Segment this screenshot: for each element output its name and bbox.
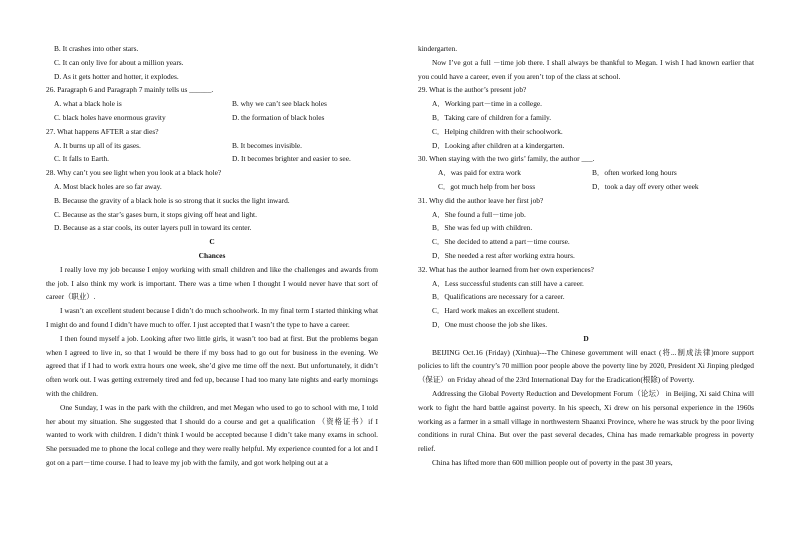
option-a: A．She found a full－time job. xyxy=(432,209,526,219)
question-31: 31. Why did the author leave her first job? xyxy=(418,195,544,205)
option-c: C．Hard work makes an excellent student. xyxy=(432,306,560,316)
option-d: D. Because as a star cools, its outer layers pull in toward its center. xyxy=(54,223,252,233)
paragraph: Addressing the Global Poverty Reduction and Development Forum（论坛） in Beijing, Xi said China will work to fight the hard battle against poverty. In his speech, Xi drew on his personal experience in the 1960s working as a farmer in a small village in northwestern Shaanxi Province, where he was struck by the poor living conditions in rural China. But over the past several decades, China has made remarkable progress in poverty relief. xyxy=(418,388,754,454)
option-a: A．was paid for extra work xyxy=(438,168,521,178)
option-b: B. why we can’t see black holes xyxy=(232,99,327,109)
section-letter: C xyxy=(209,237,215,247)
paragraph: I then found myself a job. Looking after two little girls, it wasn’t too bad at first. But the problems began when I agreed to live in, so that I would be there if my boss had to go out for business in the evening. We agreed that if I had to work extra hours one week, she’d give me time off the next. But unfortunately, it didn’t often work out. I was getting extremely tired and fed up, because I had too many late nights and early mornings with the children. xyxy=(46,333,378,398)
question-28: 28. Why can’t you see light when you look at a black hole? xyxy=(46,168,222,178)
paragraph: BEIJING Oct.16 (Friday) (Xinhua)---The Chinese government will enact (将...制成法律)more support policies to lift the country’s 70 million poor people above the poverty line by 2020, President Xi Jinping pledged（保证）on Friday ahead of the 23rd International Day for the Eradication(根除) of Poverty. xyxy=(418,347,754,385)
question-27-options-ab xyxy=(46,139,378,153)
option-a: A. Most black holes are so far away. xyxy=(54,181,162,191)
passage-title: Chances xyxy=(198,250,226,260)
option-c: C. black holes have enormous gravity xyxy=(54,112,166,122)
option-b: B．often worked long hours xyxy=(592,168,677,178)
option-b: B．Qualifications are necessary for a career. xyxy=(432,292,565,302)
paragraph: I really love my job because I enjoy working with small children and like the challenges and awards from the job. I also think my work is important. There was a time when I thought I would never have that sort of career（职业）. xyxy=(46,264,378,302)
paragraph: Now I’ve got a full －time job there. I shall always be thankful to Megan. I wish I had known earlier that you could have a career, even if you aren’t top of the class at school. xyxy=(418,57,754,81)
option-d: D．Looking after children at a kindergarten. xyxy=(432,140,565,150)
option-c: C．She decided to attend a part－time course. xyxy=(432,237,570,247)
question-29: 29. What is the author’s present job? xyxy=(418,85,527,95)
option-c: C．Helping children with their schoolwork. xyxy=(432,126,563,136)
option-b: B．Taking care of children for a family. xyxy=(432,112,552,122)
left-column xyxy=(46,42,378,470)
option-c: C. It falls to Earth. xyxy=(54,154,110,164)
question-27: 27. What happens AFTER a star dies? xyxy=(46,126,159,136)
question-32: 32. What has the author learned from her own experiences? xyxy=(418,264,594,274)
paragraph: One Sunday, I was in the park with the children, and met Megan who used to go to school with me, I told her about my situation. She suggested that I should do a course and get a qualification （资格证书）if I wanted to work with children. I didn’t think I would be accepted because I didn’t take many exams in school. She persuaded me to phone the local college and they were really helpful. My experience counted for a lot and I got on a part－time course. I had to leave my job with the family, and got work helping out at a xyxy=(46,402,378,467)
option-b: B. It becomes invisible. xyxy=(232,140,302,150)
option-line: B. It crashes into other stars. xyxy=(54,44,139,53)
option-d: D. the formation of black holes xyxy=(232,112,325,122)
paragraph: I wasn’t an excellent student because I didn’t do much schoolwork. In my final term I started thinking what I might do and found I didn’t have much to offer. I just accepted that I wasn’t the type to have a career. xyxy=(46,306,378,329)
question-27-options-cd xyxy=(46,152,378,166)
question-30-options-cd xyxy=(418,180,754,194)
option-d: D. It becomes brighter and easier to see. xyxy=(232,154,351,164)
question-30: 30. When staying with the two girls’ family, the author ___. xyxy=(418,154,595,164)
option-d: D．She needed a rest after working extra hours. xyxy=(432,250,575,260)
option-d: D．took a day off every other week xyxy=(592,181,699,191)
paragraph: China has lifted more than 600 million people out of poverty in the past 30 years, xyxy=(432,457,673,467)
option-line: C. It can only live for about a million years. xyxy=(54,57,184,67)
option-a: A．Less successful students can still have a career. xyxy=(432,278,584,288)
option-c: C．got much help from her boss xyxy=(438,181,536,191)
question-26-options-ab xyxy=(46,97,378,111)
option-a: A. It burns up all of its gases. xyxy=(54,140,141,150)
option-a: A．Working part－time in a college. xyxy=(432,99,543,109)
option-line: D. As it gets hotter and hotter, it explodes. xyxy=(54,71,179,81)
paragraph-continuation: kindergarten. xyxy=(418,44,458,53)
section-letter: D xyxy=(583,333,589,343)
right-column xyxy=(418,42,754,470)
option-b: B. Because the gravity of a black hole is so strong that it sucks the light inward. xyxy=(54,195,290,205)
option-b: B．She was fed up with children. xyxy=(432,223,533,233)
question-26-options-cd xyxy=(46,111,378,125)
option-a: A. what a black hole is xyxy=(54,99,122,109)
option-d: D．One must choose the job she likes. xyxy=(432,319,548,329)
question-26: 26. Paragraph 6 and Paragraph 7 mainly tells us ______. xyxy=(46,85,214,95)
option-c: C. Because as the star’s gases burn, it stops giving off heat and light. xyxy=(54,209,257,219)
question-30-options-ab xyxy=(418,166,754,180)
